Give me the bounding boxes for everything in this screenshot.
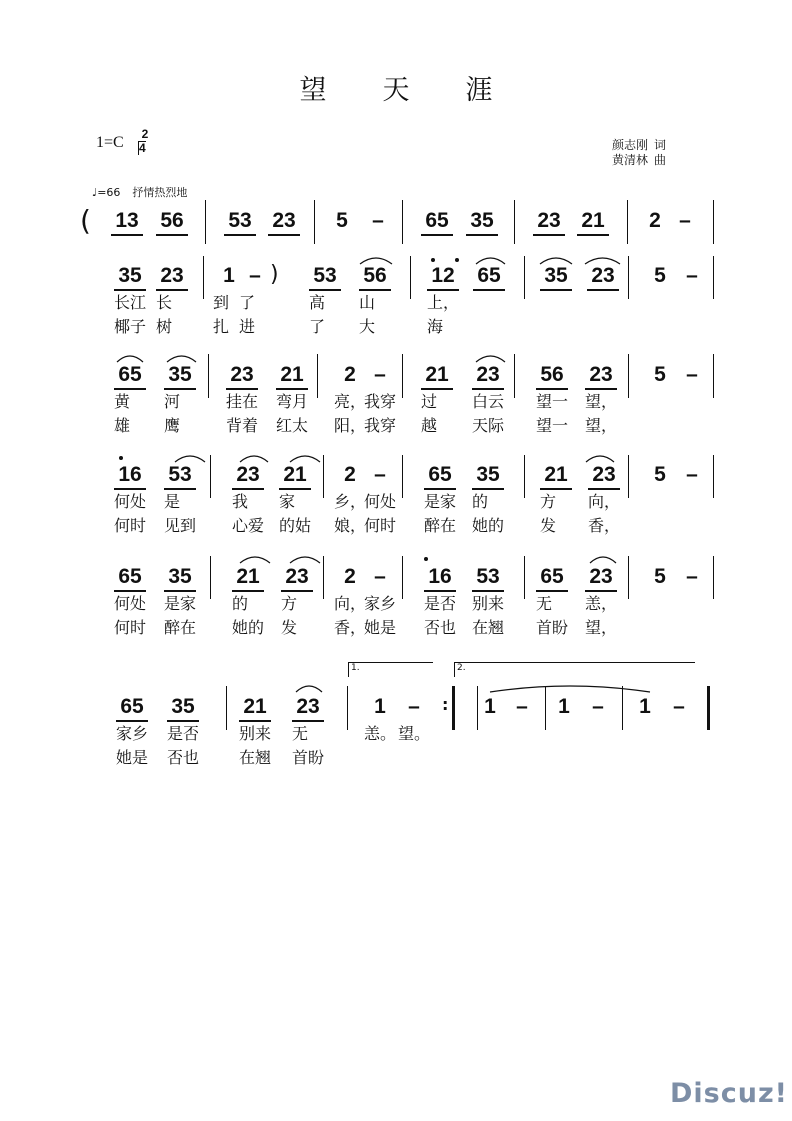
- note-group: 21: [540, 463, 572, 490]
- bar-line: [402, 354, 403, 398]
- bar-line: [323, 556, 324, 599]
- bar-line: [205, 200, 206, 244]
- bar-line: [203, 256, 204, 299]
- lyric-syllable: 否也: [167, 748, 200, 767]
- note-group: 12: [427, 264, 459, 291]
- credits: [612, 138, 672, 168]
- open-paren: (: [80, 204, 91, 237]
- note-group: 23: [533, 209, 565, 236]
- lyric-syllable: 家: [279, 492, 296, 511]
- lyric-syllable: 树: [156, 317, 173, 336]
- tie-arc: [290, 557, 320, 563]
- note-group: 5: [654, 264, 666, 287]
- note-group: 35: [164, 363, 196, 390]
- lyric-syllable: 何时: [114, 516, 147, 535]
- repeat-bar: [452, 686, 455, 730]
- lyric-syllable: 背着: [226, 416, 259, 435]
- lyric-syllable: 在翘: [239, 748, 272, 767]
- lyric-syllable: 弯月: [276, 392, 309, 411]
- lyric-syllable: 恙。: [364, 724, 397, 743]
- extension-dash: –: [249, 264, 261, 287]
- lyric-syllable: 何处: [114, 492, 147, 511]
- note-group: 35: [472, 463, 504, 490]
- composer-role: 曲: [654, 153, 667, 167]
- lyric-syllable: 别来: [239, 724, 272, 743]
- extension-dash: –: [679, 209, 691, 232]
- note-group: 35: [167, 695, 199, 722]
- tie-arc: [476, 356, 505, 362]
- lyric-syllable: 醉在: [164, 618, 197, 637]
- note-group: 65: [114, 363, 146, 390]
- extension-dash: –: [686, 363, 698, 386]
- lyric-syllable: 恙，: [585, 594, 618, 613]
- bar-line: [545, 686, 546, 730]
- note-group: 23: [472, 363, 504, 390]
- note-group: 56: [536, 363, 568, 390]
- bar-line: [210, 455, 211, 498]
- bar-line: [524, 455, 525, 498]
- tie-arc: [240, 456, 268, 462]
- note-group: 53: [472, 565, 504, 592]
- note-group: 53: [309, 264, 341, 291]
- tie-arc: [290, 456, 320, 462]
- lyricist-credit: [612, 138, 672, 153]
- composer-credit: [612, 153, 672, 168]
- bar-line: [622, 686, 623, 730]
- lyric-syllable: 是: [164, 492, 181, 511]
- lyric-syllable: 高: [309, 293, 326, 312]
- note-group: 21: [276, 363, 308, 390]
- lyric-syllable: 醉在: [424, 516, 457, 535]
- lyric-syllable: 上，: [427, 293, 460, 312]
- lyric-syllable: 娘，: [334, 516, 367, 535]
- bar-line: [524, 556, 525, 599]
- lyric-syllable: 进: [239, 317, 256, 336]
- bar-line: [713, 556, 714, 599]
- bar-line: [210, 556, 211, 599]
- page-title: 望天涯: [299, 75, 549, 106]
- note-group: 1: [223, 264, 235, 287]
- note-group: 35: [164, 565, 196, 592]
- note-group: 2: [649, 209, 661, 232]
- lyric-syllable: 香，: [588, 516, 621, 535]
- lyric-syllable: 首盼: [536, 618, 569, 637]
- bar-line: [314, 200, 315, 244]
- lyric-syllable: 向，: [588, 492, 621, 511]
- lyric-syllable: 她是: [116, 748, 149, 767]
- note-group: 21: [232, 565, 264, 592]
- lyric-syllable: 无: [292, 724, 309, 743]
- note-group: 23: [156, 264, 188, 291]
- tempo-marking: [92, 184, 199, 200]
- lyric-syllable: 黄: [114, 392, 131, 411]
- bar-line: [317, 354, 318, 398]
- note-group: 13: [111, 209, 143, 236]
- lyric-syllable: 我穿: [364, 392, 397, 411]
- lyric-syllable: 挂在: [226, 392, 259, 411]
- lyric-syllable: 海: [427, 317, 444, 336]
- note-group: 56: [359, 264, 391, 291]
- bar-line: [524, 256, 525, 299]
- lyric-syllable: 天际: [472, 416, 505, 435]
- bar-line: [713, 200, 714, 244]
- lyric-syllable: 河: [164, 392, 181, 411]
- note-group: 65: [536, 565, 568, 592]
- note-group: 5: [336, 209, 348, 232]
- note-group: 2: [344, 565, 356, 588]
- bar-line: [226, 686, 227, 730]
- lyric-syllable: 望，: [585, 392, 618, 411]
- extension-dash: –: [516, 695, 528, 718]
- note-group: 5: [654, 363, 666, 386]
- lyric-syllable: 亮，: [334, 392, 367, 411]
- note-group: 23: [585, 363, 617, 390]
- volta-2: 2.: [454, 662, 695, 677]
- lyric-syllable: 是家: [424, 492, 457, 511]
- note-group: 53: [224, 209, 256, 236]
- lyric-syllable: 她的: [232, 618, 265, 637]
- note-group: 23: [226, 363, 258, 390]
- note-group: 23: [292, 695, 324, 722]
- note-group: 23: [281, 565, 313, 592]
- lyric-syllable: 的: [472, 492, 489, 511]
- note-group: 35: [466, 209, 498, 236]
- lyric-syllable: 了: [239, 293, 256, 312]
- note-group: 65: [421, 209, 453, 236]
- lyric-syllable: 见到: [164, 516, 197, 535]
- extension-dash: –: [408, 695, 420, 718]
- lyric-syllable: 扎: [213, 317, 230, 336]
- lyric-syllable: 乡，: [334, 492, 367, 511]
- tie-arc: [490, 686, 650, 692]
- lyricist-role: 词: [654, 138, 667, 152]
- lyric-syllable: 家乡: [364, 594, 397, 613]
- extension-dash: –: [686, 565, 698, 588]
- extension-dash: –: [686, 463, 698, 486]
- lyric-syllable: 到: [213, 293, 230, 312]
- note-group: 1: [639, 695, 651, 718]
- extension-dash: –: [374, 363, 386, 386]
- lyric-syllable: 是否: [424, 594, 457, 613]
- tie-arc: [240, 557, 270, 563]
- octave-dot: [119, 456, 123, 460]
- lyric-syllable: 是否: [167, 724, 200, 743]
- lyric-syllable: 红太: [276, 416, 309, 435]
- note-group: 65: [116, 695, 148, 722]
- lyric-syllable: 我穿: [364, 416, 397, 435]
- lyric-syllable: 望一: [536, 416, 569, 435]
- bar-line: [514, 200, 515, 244]
- lyric-syllable: 的姑: [279, 516, 312, 535]
- lyric-syllable: 发: [281, 618, 298, 637]
- tie-arc: [586, 456, 614, 462]
- tie-arc: [117, 356, 143, 362]
- lyric-syllable: 的: [232, 594, 249, 613]
- lyric-syllable: 阳，: [334, 416, 367, 435]
- note-group: 65: [424, 463, 456, 490]
- extension-dash: –: [372, 209, 384, 232]
- bar-line: [713, 354, 714, 398]
- note-group: 23: [268, 209, 300, 236]
- note-group: 65: [114, 565, 146, 592]
- bar-line: [323, 455, 324, 498]
- note-group: 5: [654, 565, 666, 588]
- time-signature: [138, 127, 152, 155]
- note-group: 2: [344, 463, 356, 486]
- lyric-syllable: 大: [359, 317, 376, 336]
- lyric-syllable: 望，: [585, 416, 618, 435]
- bar-line: [477, 686, 478, 730]
- note-group: 5: [654, 463, 666, 486]
- meter-bottom: 4: [139, 141, 146, 155]
- volta-1: 1.: [348, 662, 433, 677]
- note-group: 35: [114, 264, 146, 291]
- extension-dash: –: [592, 695, 604, 718]
- lyric-syllable: 山: [359, 293, 376, 312]
- watermark: Discuz!: [670, 1078, 788, 1109]
- note-group: 21: [239, 695, 271, 722]
- lyric-syllable: 白云: [472, 392, 505, 411]
- lyric-syllable: 首盼: [292, 748, 325, 767]
- note-group: 21: [421, 363, 453, 390]
- composer-name: 黄清林: [612, 153, 649, 167]
- lyric-syllable: 向，: [334, 594, 367, 613]
- bar-line: [347, 686, 348, 730]
- lyric-syllable: 何时: [114, 618, 147, 637]
- extension-dash: –: [673, 695, 685, 718]
- bar-line: [713, 455, 714, 498]
- lyric-syllable: 望，: [585, 618, 618, 637]
- lyric-syllable: 她的: [472, 516, 505, 535]
- note-group: 1: [484, 695, 496, 718]
- lyric-syllable: 别来: [472, 594, 505, 613]
- lyric-syllable: 何处: [364, 492, 397, 511]
- note-group: 16: [114, 463, 146, 490]
- note-group: 56: [156, 209, 188, 236]
- lyric-syllable: 鹰: [164, 416, 181, 435]
- lyricist-name: 颜志刚: [612, 138, 649, 152]
- lyric-syllable: 她是: [364, 618, 397, 637]
- lyric-syllable: 雄: [114, 416, 131, 435]
- bar-line: [402, 455, 403, 498]
- lyric-syllable: 越: [421, 416, 438, 435]
- final-bar: [707, 686, 710, 730]
- bar-line: [628, 556, 629, 599]
- note-group: 2: [344, 363, 356, 386]
- bar-line: [628, 354, 629, 398]
- lyric-syllable: 椰子: [114, 317, 147, 336]
- lyric-syllable: 方: [540, 492, 557, 511]
- bar-line: [208, 354, 209, 398]
- bar-line: [628, 455, 629, 498]
- lyric-syllable: 心爱: [232, 516, 265, 535]
- lyric-syllable: 过: [421, 392, 438, 411]
- note-group: 23: [588, 463, 620, 490]
- extension-dash: –: [374, 463, 386, 486]
- note-group: 23: [585, 565, 617, 592]
- extension-dash: –: [686, 264, 698, 287]
- tie-arc: [167, 356, 196, 362]
- lyric-syllable: 家乡: [116, 724, 149, 743]
- bar-line: [402, 556, 403, 599]
- note-group: 35: [540, 264, 572, 291]
- octave-dot: [424, 557, 428, 561]
- close-paren: ): [270, 262, 279, 287]
- bar-line: [410, 256, 411, 299]
- note-group: 53: [164, 463, 196, 490]
- tie-arc: [590, 557, 616, 563]
- lyric-syllable: 香，: [334, 618, 367, 637]
- note-group: 21: [577, 209, 609, 236]
- note-group: 21: [279, 463, 311, 490]
- note-group: 23: [232, 463, 264, 490]
- lyric-syllable: 发: [540, 516, 557, 535]
- lyric-syllable: 望。: [398, 724, 431, 743]
- repeat-dots: :: [442, 695, 449, 714]
- lyric-syllable: 是家: [164, 594, 197, 613]
- note-group: 65: [473, 264, 505, 291]
- lyric-syllable: 望一: [536, 392, 569, 411]
- tie-arc: [296, 686, 322, 692]
- expression-mark: 抒情热烈地: [132, 186, 188, 199]
- lyric-syllable: 我: [232, 492, 249, 511]
- octave-dot: [455, 258, 459, 262]
- lyric-syllable: 何处: [114, 594, 147, 613]
- bar-line: [627, 200, 628, 244]
- tie-arc: [175, 456, 205, 462]
- key-signature: 1=C: [96, 134, 124, 151]
- lyric-syllable: 无: [536, 594, 553, 613]
- note-group: 1: [558, 695, 570, 718]
- lyric-syllable: 方: [281, 594, 298, 613]
- lyric-syllable: 在翘: [472, 618, 505, 637]
- extension-dash: –: [374, 565, 386, 588]
- bar-line: [514, 354, 515, 398]
- bar-line: [713, 256, 714, 299]
- bar-line: [628, 256, 629, 299]
- bar-line: [402, 200, 403, 244]
- lyric-syllable: 长: [156, 293, 173, 312]
- note-group: 1: [374, 695, 386, 718]
- lyric-syllable: 长江: [114, 293, 147, 312]
- note-group: 23: [587, 264, 619, 291]
- lyric-syllable: 否也: [424, 618, 457, 637]
- octave-dot: [431, 258, 435, 262]
- lyric-syllable: 了: [309, 317, 326, 336]
- tempo-value: ♩=66: [92, 186, 121, 199]
- note-group: 16: [424, 565, 456, 592]
- meter-top: 2: [141, 127, 149, 141]
- lyric-syllable: 何时: [364, 516, 397, 535]
